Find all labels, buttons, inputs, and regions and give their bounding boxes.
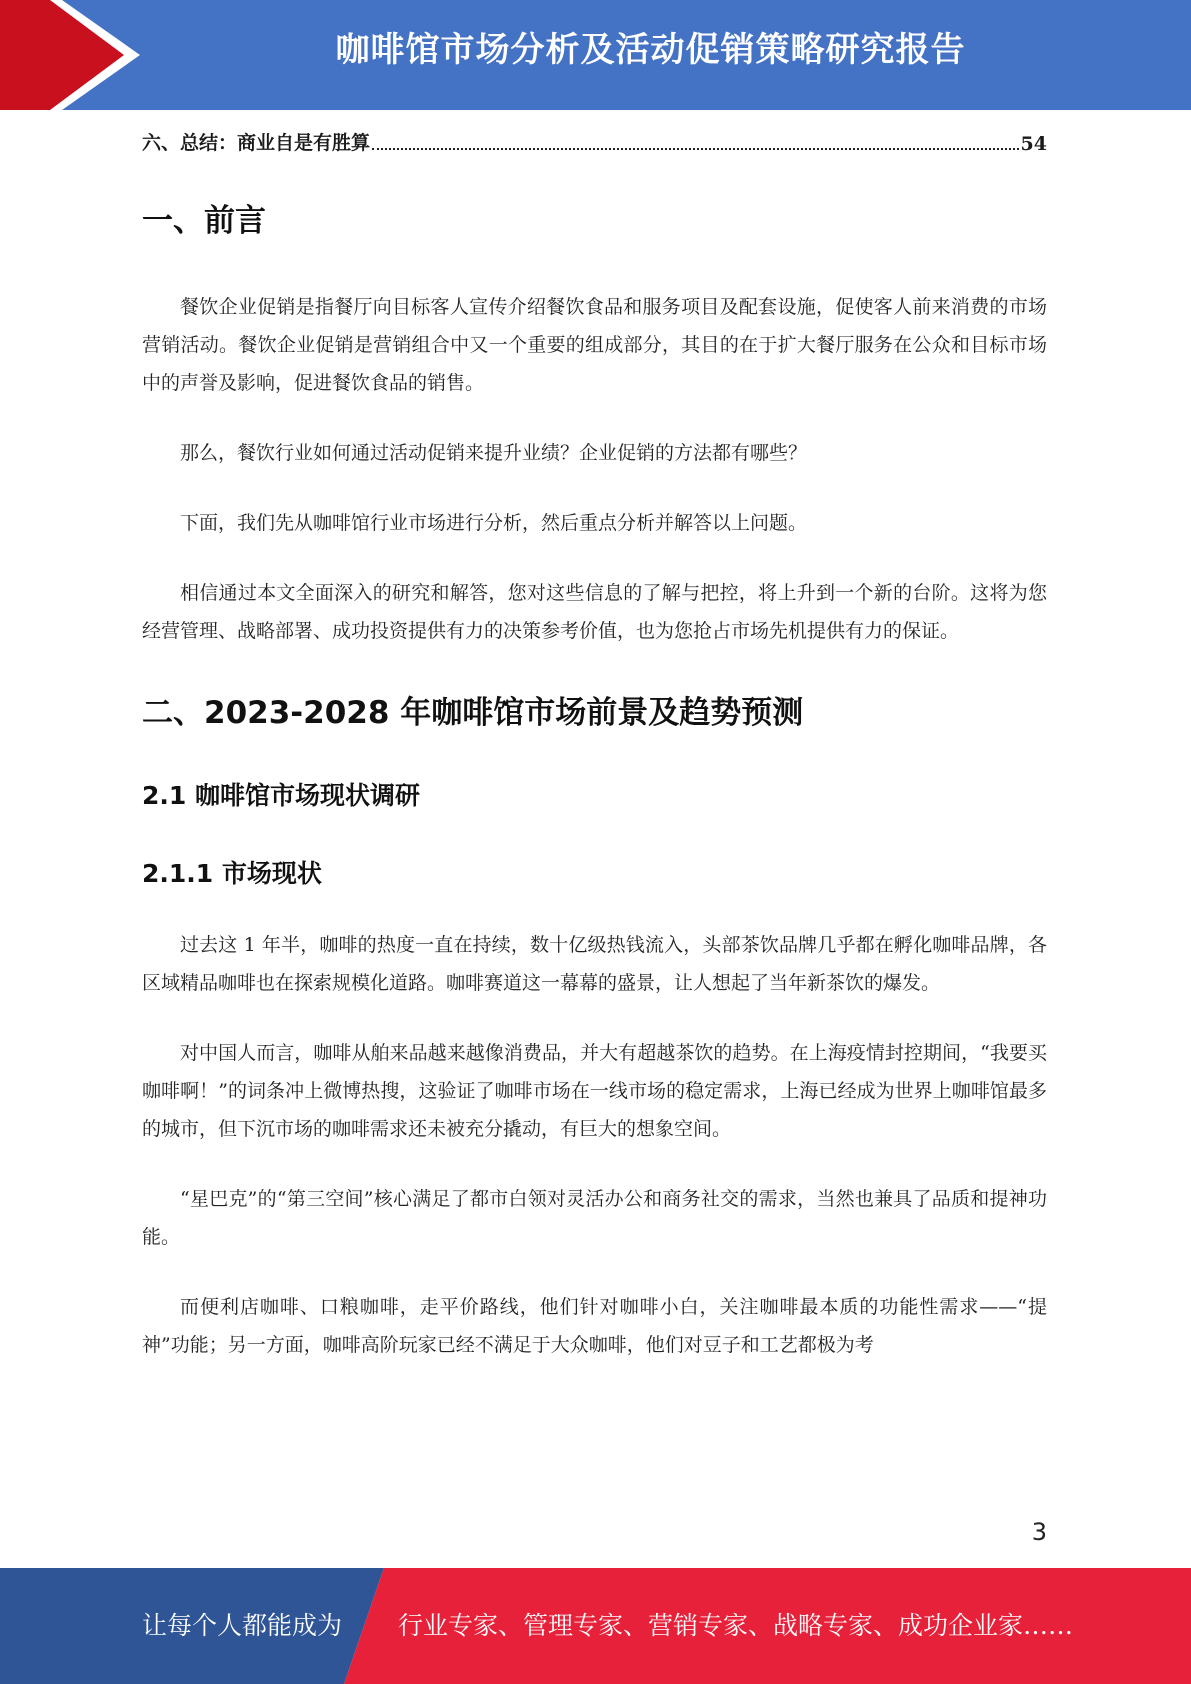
section-heading-preface: 一、前言 [142, 203, 266, 239]
paragraph: “星巴克”的“第三空间”核心满足了都市白领对灵活办公和商务社交的需求，当然也兼具了品质和提神功能。 [142, 1188, 1047, 1248]
subsubsection-heading: 2.1.1 市场现状 [142, 859, 322, 888]
subsection-heading: 2.1 咖啡馆市场现状调研 [142, 781, 420, 810]
toc-dot-leader [372, 147, 1019, 150]
paragraph: 餐饮企业促销是指餐厅向目标客人宣传介绍餐饮食品和服务项目及配套设施，促使客人前来消费的市场营销活动。餐饮企业促销是营销组合中又一个重要的组成部分，其目的在于扩大餐厅服务在公众和目标市场中的声誉及影响，促进餐饮食品的销售。 [142, 296, 1047, 394]
paragraph: 相信通过本文全面深入的研究和解答，您对这些信息的了解与把控，将上升到一个新的台阶。这将为您经营管理、战略部署、成功投资提供有力的决策参考价值，也为您抢占市场先机提供有力的保证。 [142, 582, 1047, 642]
paragraph: 那么，餐饮行业如何通过活动促销来提升业绩？企业促销的方法都有哪些？ [180, 442, 808, 464]
toc-entry-page: 54 [1020, 133, 1047, 155]
footer-slogan-left: 让每个人都能成为 [142, 1611, 343, 1640]
paragraph: 下面，我们先从咖啡馆行业市场进行分析，然后重点分析并解答以上问题。 [180, 512, 808, 534]
toc-entry-label: 六、总结：商业自是有胜算 [142, 132, 371, 154]
footer-banner [0, 1568, 1191, 1684]
toc-entry[interactable] [142, 128, 1047, 155]
page-number: 3 [1031, 1518, 1047, 1546]
section-heading-forecast: 二、2023-2028 年咖啡馆市场前景及趋势预测 [142, 695, 804, 731]
paragraph: 而便利店咖啡、口粮咖啡，走平价路线，他们针对咖啡小白，关注咖啡最本质的功能性需求——“提神”功能；另一方面，咖啡高阶玩家已经不满足于大众咖啡，他们对豆子和工艺都极为考 [142, 1296, 1047, 1356]
footer-slogan-right: 行业专家、管理专家、营销专家、战略专家、成功企业家…… [398, 1611, 1074, 1640]
main-content [142, 196, 1047, 1364]
paragraph: 对中国人而言，咖啡从舶来品越来越像消费品，并大有超越茶饮的趋势。在上海疫情封控期间，“我要买咖啡啊！”的词条冲上微博热搜，这验证了咖啡市场在一线市场的稳定需求，上海已经成为世界上咖啡馆最多的城市，但下沉市场的咖啡需求还未被充分撬动，有巨大的想象空间。 [142, 1042, 1047, 1140]
red-arrow-shape [0, 0, 160, 110]
paragraph: 过去这 1 年半，咖啡的热度一直在持续，数十亿级热钱流入，头部茶饮品牌几乎都在孵化咖啡品牌，各区域精品咖啡也在探索规模化道路。咖啡赛道这一幕幕的盛景，让人想起了当年新茶饮的爆发。 [142, 934, 1047, 994]
header-banner [0, 0, 1191, 110]
report-title: 咖啡馆市场分析及活动促销策略研究报告 [335, 30, 966, 70]
